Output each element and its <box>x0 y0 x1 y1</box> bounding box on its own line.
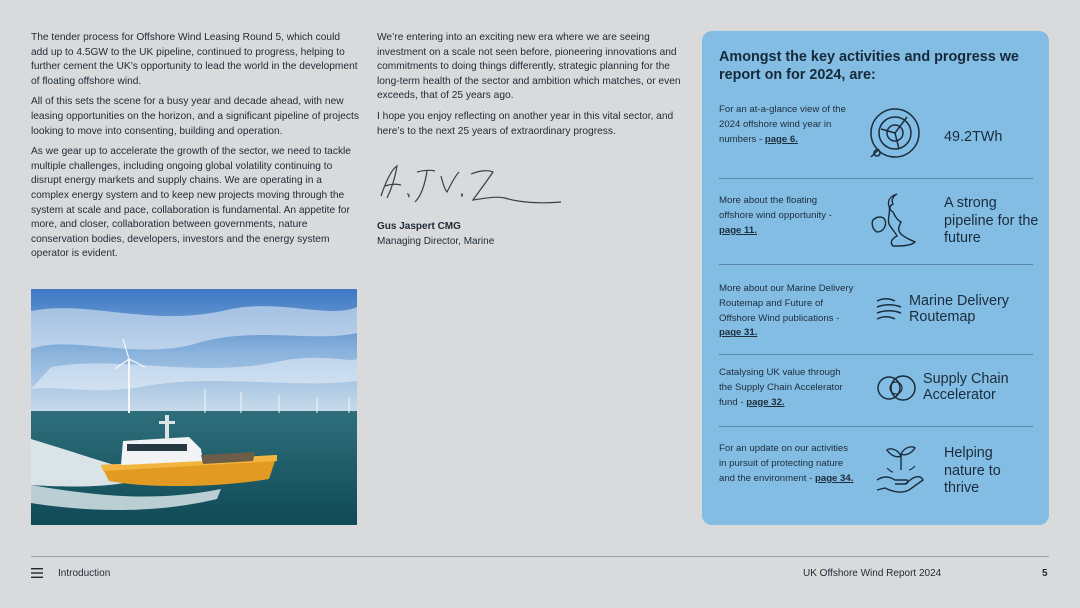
marine-delivery-logo-icon <box>875 297 905 323</box>
signatory-name: Gus Jaspert CMG <box>377 221 461 232</box>
page-link[interactable]: page 31. <box>719 327 758 339</box>
key-activities-panel <box>702 31 1049 525</box>
uk-map-icon <box>867 190 921 250</box>
intro-paragraph: As we gear up to accelerate the growth of the sector, we need to tackle multiple challenges, including ongoing global volatility continuing to disrupt energy markets and supply chains. We are operating in a complex energy system and to keep new projects moving through the system at scale and pace, collaboration is fundamental. An appetite for more, and closer, collaboration between governments, nature conservation bodies, developers, investors and the energy system operator is evident. <box>31 146 351 260</box>
intro-paragraph: We’re entering into an exciting new era where we are seeing investment on a scale not seen before, pioneering innovations and commitments to doing things differently, strategic planning for the long-term health of the sector and ambition which matches, or even exceeds, that of 25 years ago. <box>377 32 681 102</box>
activity-text: Catalysing UK value through the Supply Chain Accelerator fund - page 32. <box>719 367 843 408</box>
crew-vessel-photo <box>31 289 357 525</box>
activity-item <box>719 282 1033 344</box>
activity-text: More about our Marine Delivery Routemap and Future of Offshore Wind publications - page 31. <box>719 283 854 339</box>
page-link[interactable]: page 32. <box>746 396 785 408</box>
divider <box>719 264 1033 265</box>
page-link[interactable]: page 34. <box>815 472 854 484</box>
menu-icon[interactable] <box>31 568 43 578</box>
activity-item <box>719 103 1033 165</box>
activity-item <box>719 442 1033 508</box>
divider <box>719 178 1033 179</box>
intro-column-2 <box>377 31 695 145</box>
activity-item <box>719 194 1039 256</box>
page-number: 5 <box>1042 568 1048 579</box>
intro-paragraph: The tender process for Offshore Wind Leasing Round 5, which could add up to 4.5GW to the UK pipeline, continued to progress, helping to further cement the UK’s opportunity to lead the world in the development of floating offshore wind. <box>31 32 358 87</box>
wind-turbine-icon <box>867 107 921 161</box>
footer-section-link[interactable]: Introduction <box>58 568 111 579</box>
intro-paragraph: I hope you enjoy reflecting on another year in this vital sector, and here’s to the next 25 years of extraordinary progress. <box>377 110 674 137</box>
footer-report-title: UK Offshore Wind Report 2024 <box>803 568 942 579</box>
intro-paragraph: All of this sets the scene for a busy year and decade ahead, with new leasing opportunities on the horizon, and a significant pipeline of projects looking to move into consenting, building and operation. <box>31 96 359 137</box>
signatory-role: Managing Director, Marine <box>377 236 495 247</box>
marine-delivery-routemap-label: Marine Delivery Routemap <box>909 293 1009 325</box>
panel-heading: Amongst the key activities and progress we report on for 2024, are: <box>719 49 1019 83</box>
hand-seedling-icon <box>875 442 927 496</box>
footer-divider <box>31 556 1049 557</box>
divider <box>719 426 1033 427</box>
activity-text: For an update on our activities in pursuit of protecting nature and the environment - page 34. <box>719 443 854 484</box>
activity-label: A strong pipeline for the future <box>944 195 1039 246</box>
supply-chain-accelerator-label: Supply Chain Accelerator <box>923 371 1009 403</box>
page-link[interactable]: page 6. <box>764 133 798 145</box>
activity-text: More about the floating offshore wind opportunity - page 11. <box>719 195 832 236</box>
divider <box>719 354 1033 355</box>
page-link[interactable]: page 11. <box>719 224 757 236</box>
activity-item <box>719 366 1033 418</box>
supply-chain-logo-icon <box>876 373 920 403</box>
activity-text: For an at-a-glance view of the 2024 offshore wind year in numbers - page 6. <box>719 104 846 145</box>
activity-label: Helping nature to thrive <box>944 445 1001 496</box>
signature <box>377 158 567 216</box>
intro-column-1 <box>31 31 359 268</box>
stat-value: 49.2TWh <box>944 129 1003 145</box>
